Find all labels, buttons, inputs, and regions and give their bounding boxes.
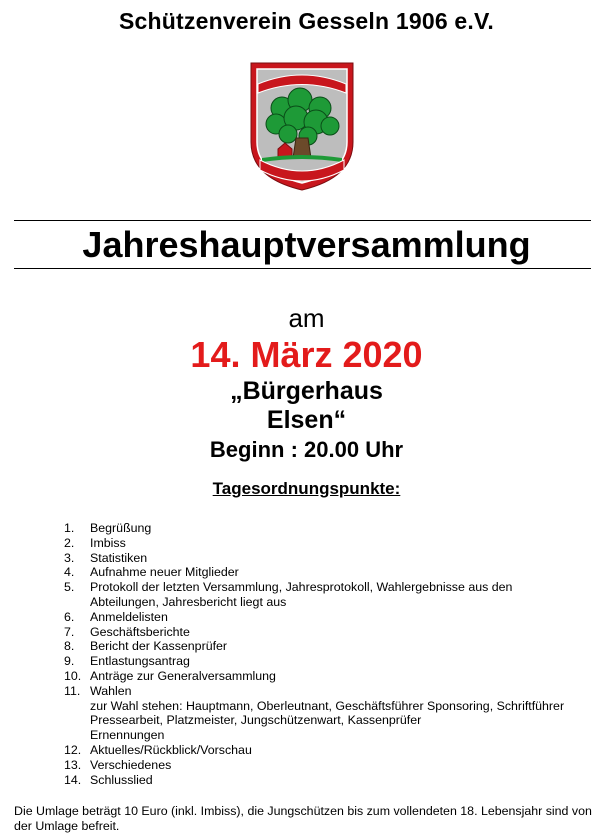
agenda-item-number: 10. (64, 668, 82, 683)
agenda-item (64, 758, 604, 773)
agenda-item-number: 11. (64, 683, 81, 698)
agenda-item-text: Protokoll der letzten Versammlung, Jahresprotokoll, Wahlergebnisse aus den (90, 580, 513, 595)
agenda-item-continuation: Abteilungen, Jahresbericht liegt aus (90, 594, 287, 609)
agenda-item-number: 3. (64, 550, 75, 565)
agenda-item-number: 5. (64, 580, 75, 595)
agenda-item-text: Bericht der Kassenprüfer (90, 639, 228, 654)
club-name: Schützenverein Gesseln 1906 e.V. (118, 8, 495, 34)
agenda-item-number: 2. (64, 535, 75, 550)
agenda-item (64, 669, 604, 684)
rule-bottom (14, 268, 591, 269)
agenda-item (64, 551, 604, 566)
agenda-item (64, 639, 604, 654)
agenda-item-number: 14. (64, 772, 82, 787)
agenda-item-number: 6. (64, 609, 75, 624)
agenda-item-continuation: Ernennungen (90, 728, 165, 743)
agenda-item (64, 625, 604, 640)
event-date: 14. März 2020 (190, 334, 423, 375)
agenda-item (64, 743, 604, 758)
agenda-item-text: Anträge zur Generalversammlung (90, 668, 276, 683)
date-prefix: am (288, 303, 325, 333)
footer-note: Die Umlage beträgt 10 Euro (inkl. Imbiss), die Jungschützen bis zum vollendeten 18. Lebensjahr sind von der Umlage befreit. (14, 804, 592, 833)
agenda-item-number: 13. (64, 757, 82, 772)
agenda-item-text: Geschäftsberichte (90, 624, 190, 639)
venue-line-2: Elsen“ (266, 406, 347, 434)
rule-top (14, 220, 591, 221)
agenda-item-number: 12. (64, 742, 82, 757)
agenda-item (64, 565, 604, 580)
agenda-item (64, 580, 604, 610)
agenda-item (64, 654, 604, 669)
agenda-item-text: Anmeldelisten (90, 609, 168, 624)
agenda-item (64, 773, 604, 788)
agenda-item-text: Statistiken (90, 550, 148, 565)
agenda-item (64, 536, 604, 551)
agenda-item-text: Verschiedenes (90, 757, 172, 772)
agenda-item-number: 7. (64, 624, 75, 639)
agenda-item-continuation: zur Wahl stehen: Hauptmann, Oberleutnant, Geschäftsführer Sponsoring, Schriftführer (90, 698, 565, 713)
agenda-item-number: 9. (64, 654, 75, 669)
agenda-list (64, 521, 604, 787)
agenda-item-text: Entlastungsantrag (90, 654, 190, 669)
agenda-item (64, 684, 604, 743)
agenda-item-number: 8. (64, 639, 75, 654)
agenda-item-text: Schlusslied (90, 772, 153, 787)
agenda-item-number: 1. (64, 521, 75, 535)
agenda-item-text: Aktuelles/Rückblick/Vorschau (90, 742, 252, 757)
agenda-item-number: 4. (64, 565, 75, 580)
start-time: Beginn : 20.00 Uhr (209, 437, 404, 462)
agenda-item (64, 610, 604, 625)
agenda-item-text: Aufnahme neuer Mitglieder (90, 565, 239, 580)
agenda-item-text: Wahlen (90, 683, 132, 698)
venue-line-1: „Bürgerhaus (230, 377, 383, 405)
agenda-heading: Tagesordnungspunkte: (212, 479, 401, 498)
agenda-item-continuation: Pressearbeit, Platzmeister, Jungschützenwart, Kassenprüfer (90, 713, 422, 728)
agenda-item-text: Imbiss (90, 535, 126, 550)
club-crest-logo (248, 60, 356, 192)
agenda-item (64, 521, 604, 536)
page-title: Jahreshauptversammlung (82, 224, 531, 265)
agenda-item-text: Begrüßung (90, 521, 152, 535)
